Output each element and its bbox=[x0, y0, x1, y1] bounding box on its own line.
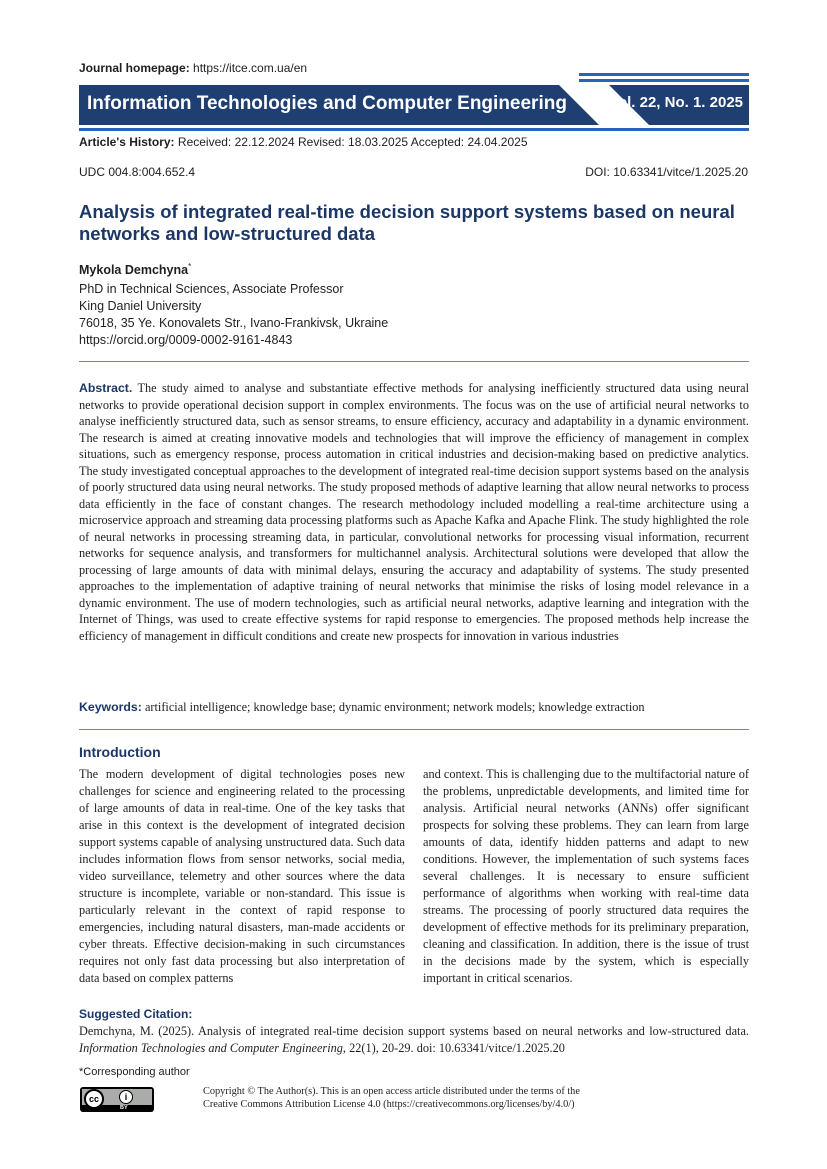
author-affiliation bbox=[79, 281, 388, 349]
section-heading-introduction: Introduction bbox=[79, 744, 161, 760]
intro-column-left: The modern development of digital technologies poses new challenges for science and engineering related to the processing of large amounts of data in real-time. One of the key tasks that arise in this context is the development of integrated decision support systems capable of analysing unstructured data. Such data includes information flows from sensor networks, social media, video surveillance, telemetry and other sources where the data structure is incomplete, variable or non-standard. This issue is particularly relevant in the context of rapid response to emergencies, including natural disasters, man-made accidents or cyber threats. Effective decision-making in such circumstances requires not only fast data processing but also interpretation of data based on complex patterns bbox=[79, 767, 405, 985]
keywords-text: artificial intelligence; knowledge base; dynamic environment; network models; knowledge extraction bbox=[144, 700, 645, 714]
article-title: Analysis of integrated real-time decision support systems based on neural networks and low-structured data bbox=[79, 201, 735, 244]
author-name bbox=[79, 262, 191, 277]
homepage-label: Journal homepage: bbox=[79, 61, 190, 75]
history-label: Article's History: bbox=[79, 135, 175, 149]
orcid-link[interactable]: https://orcid.org/0009-0002-9161-4843 bbox=[79, 333, 293, 347]
abstract bbox=[79, 380, 749, 644]
by-label: BY bbox=[120, 1105, 128, 1111]
intro-column-right: and context. This is challenging due to the multifactorial nature of the problems, unpredictable developments, and limited time for analysis. Artificial neural networks (ANNs) offer significant prospects for solving these problems. They can learn from large amounts of data, identify hidden patterns and adapt to new conditions. However, the implementation of such systems faces several challenges. It is necessary to ensure sufficient performance of algorithms when working with real-time data streams. The processing of poorly structured data requires the development of effective methods for its preliminary preparation, cleaning and classification. In addition, there is the issue of trust in the decisions made by the system, which is especially important in critical scenarios. bbox=[423, 767, 749, 985]
author-name-text: Mykola Demchyna bbox=[79, 263, 189, 278]
corresponding-author-note: *Corresponding author bbox=[79, 1066, 190, 1078]
copyright-notice bbox=[203, 1085, 749, 1111]
affiliation-university: King Daniel University bbox=[79, 299, 202, 313]
cc-icon: cc bbox=[84, 1089, 104, 1109]
cc-by-license-icon[interactable] bbox=[80, 1087, 154, 1112]
banner-rule-top bbox=[579, 73, 749, 76]
citation-journal: Information Technologies and Computer Engineering bbox=[79, 1041, 343, 1055]
history-dates: Received: 22.12.2024 Revised: 18.03.2025 Accepted: 24.04.2025 bbox=[177, 135, 528, 149]
citation-main: Demchyna, M. (2025). Analysis of integrated real-time decision support systems based on neural networks and low-structured data. bbox=[79, 1024, 749, 1038]
affiliation-degree: PhD in Technical Sciences, Associate Professor bbox=[79, 282, 344, 296]
banner-rule-top-2 bbox=[579, 79, 749, 82]
keywords bbox=[79, 699, 749, 715]
keywords-label: Keywords: bbox=[79, 700, 142, 714]
divider bbox=[79, 729, 749, 730]
citation-label: Suggested Citation: bbox=[79, 1007, 193, 1021]
citation-tail: , 22(1), 20-29. doi: 10.63341/vitce/1.2025.20 bbox=[342, 1041, 565, 1055]
banner-rule-bottom bbox=[79, 128, 749, 131]
abstract-text: The study aimed to analyse and substantiate effective methods for analysing inefficiently structured data using neural networks to provide operational decision support in complex environments. The focus was on the use of artificial neural networks to analyse inefficiently structured data, such as sensor streams, to ensure efficiency, accuracy and adaptability in a dynamic environment. The research is aimed at creating innovative models and technologies that will improve the efficiency of management in complex situations, such as emergency response, process automation in critical industries and decision-making based on predictive analytics. The study investigated conceptual approaches to the development of integrated real-time decision support systems based on the analysis of poorly structured data using neural networks. The study proposed methods of adaptive learning that allow neural networks to process data efficiently in the face of constant changes. The research methodology included modelling a real-time architecture using a microservice approach and streaming data processing platforms such as Apache Kafka and Apache Flink. The study highlighted the role of neural networks in processing streaming data, in particular, convolutional networks for processing visual information, recurrent networks for sequence analysis, and transformers for multichannel analysis. Architectural solutions were developed that allow the processing of large amounts of data with minimal delays, ensuring the accuracy and adaptability of systems. The study presented approaches to the implementation of adaptive training of neural networks that minimise the risks of losing model relevance in a dynamic environment. The use of modern technologies, such as artificial neural networks, adaptive learning and integration with the Internet of Things, was used to create effective systems for rapid response to emergencies. The proposed methods help increase the efficiency of management in difficult conditions and create new prospects for innovation in various industries bbox=[79, 381, 749, 643]
abstract-label: Abstract. bbox=[79, 381, 133, 395]
homepage-link[interactable]: https://itce.com.ua/en bbox=[193, 61, 308, 75]
affiliation-address: 76018, 35 Ye. Konovalets Str., Ivano-Frankivsk, Ukraine bbox=[79, 316, 389, 330]
suggested-citation bbox=[79, 1023, 749, 1057]
article-history bbox=[79, 135, 528, 149]
copyright-line-2[interactable]: Creative Commons Attribution License 4.0 (https://creativecommons.org/licenses/by/4.0/) bbox=[203, 1099, 575, 1110]
corresponding-marker: * bbox=[188, 262, 192, 271]
udc-code: UDC 004.8:004.652.4 bbox=[79, 165, 196, 179]
journal-title: Information Technologies and Computer Engineering bbox=[87, 93, 567, 114]
journal-banner bbox=[79, 73, 749, 133]
attribution-icon: i bbox=[119, 1090, 133, 1104]
divider bbox=[79, 361, 749, 362]
copyright-line-1: Copyright © The Author(s). This is an open access article distributed under the terms of the bbox=[203, 1086, 580, 1097]
doi[interactable]: DOI: 10.63341/vitce/1.2025.20 bbox=[585, 165, 748, 179]
journal-volume: Vol. 22, No. 1. 2025 bbox=[609, 94, 743, 111]
